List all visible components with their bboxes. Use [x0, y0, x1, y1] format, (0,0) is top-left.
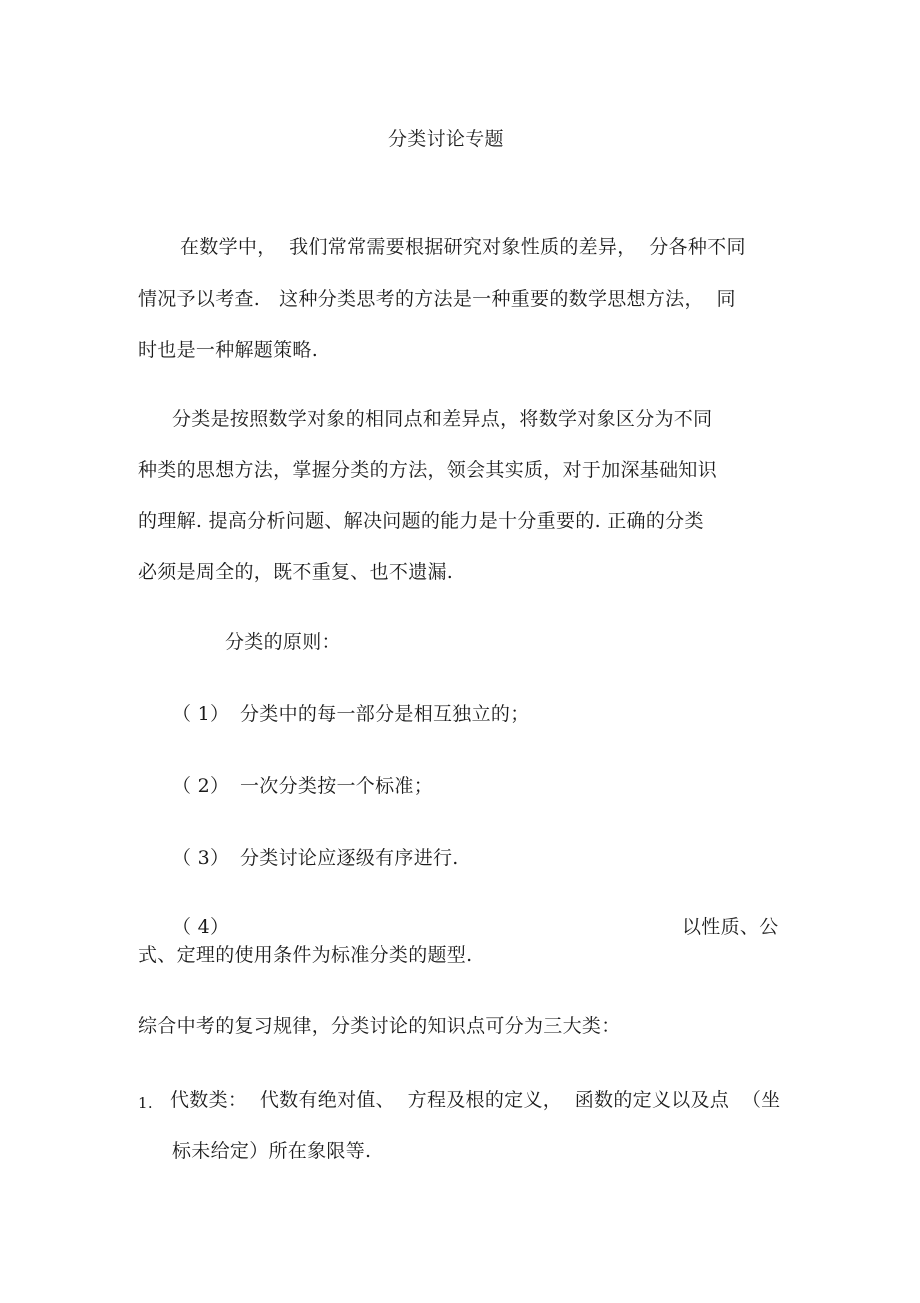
principle-text: 一次分类按一个标准；	[240, 775, 434, 797]
category-text-line-1: 代数类： 代数有绝对值、 方程及根的定义， 函数的定义以及点 （坐	[170, 1089, 781, 1111]
page-title: 分类讨论专题	[388, 128, 504, 150]
definition-line-2: 种类的思想方法，掌握分类的方法，领会其实质，对于加深基础知识	[138, 459, 718, 481]
category-number: 1.	[138, 1094, 153, 1112]
list-marker: （ 1）	[172, 703, 230, 725]
principle-text: 分类中的每一部分是相互独立的；	[240, 703, 530, 725]
summary-line: 综合中考的复习规律，分类讨论的知识点可分为三大类：	[138, 1015, 621, 1037]
intro-line-2: 情况予以考查. 这种分类思考的方法是一种重要的数学思想方法， 同	[138, 288, 736, 310]
intro-line-1: 在数学中， 我们常常需要根据研究对象性质的差异， 分各种不同	[180, 236, 746, 258]
principles-heading: 分类的原则：	[225, 631, 341, 653]
category-text-line-2: 标未给定）所在象限等.	[172, 1140, 372, 1162]
definition-line-3: 的理解. 提高分析问题、解决问题的能力是十分重要的. 正确的分类	[138, 510, 704, 532]
intro-line-3: 时也是一种解题策略.	[138, 339, 319, 361]
definition-line-1: 分类是按照数学对象的相同点和差异点，将数学对象区分为不同	[172, 408, 713, 430]
list-marker: （ 2）	[172, 775, 230, 797]
list-marker: （ 3）	[172, 847, 230, 869]
list-marker: （ 4）	[172, 916, 230, 938]
principle-text-right: 以性质、公	[682, 916, 779, 938]
definition-line-4: 必须是周全的，既不重复、也不遗漏.	[138, 561, 454, 583]
principle-text: 分类讨论应逐级有序进行.	[240, 847, 459, 869]
principle-text-continued: 式、定理的使用条件为标准分类的题型.	[138, 944, 473, 966]
